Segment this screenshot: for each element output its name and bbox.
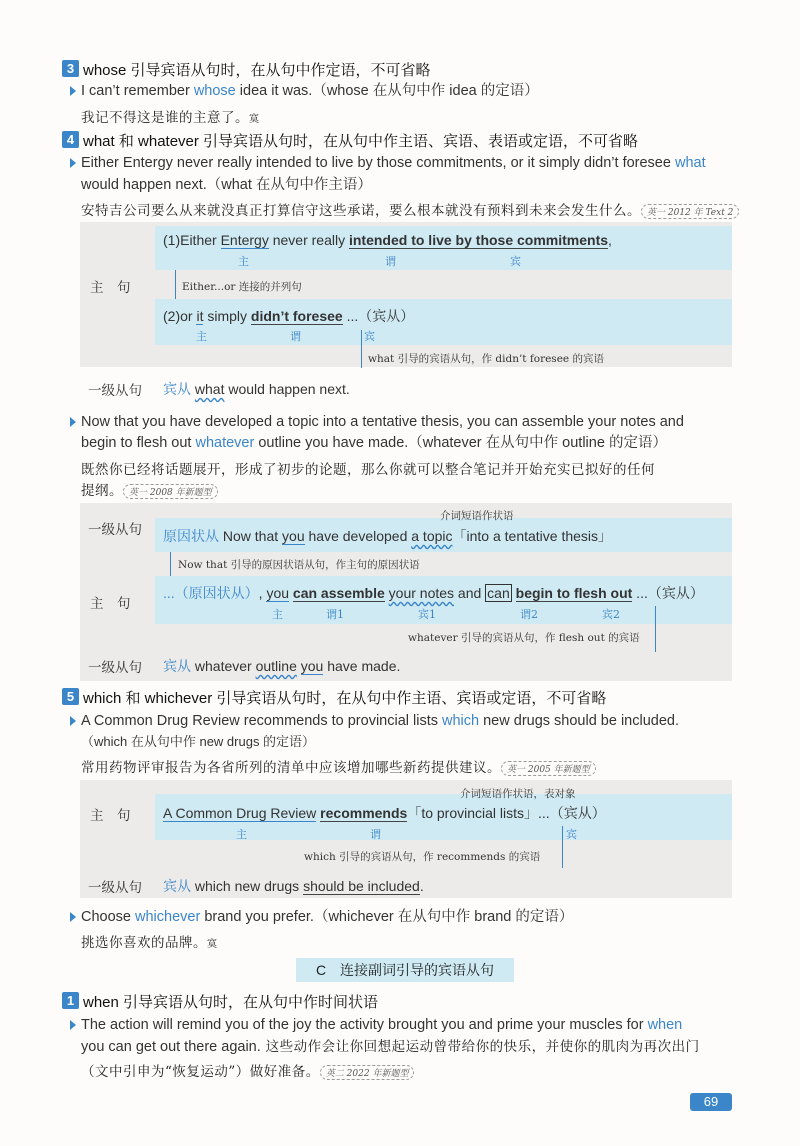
translation: 提纲。 英一 2008 年新题型 — [81, 479, 218, 499]
clause-text: 宾从 which new drugs should be included. — [163, 878, 424, 894]
item-number-badge: 1 — [62, 992, 79, 1009]
example-sentence: Now that you have developed a topic into a tentative thesis, you can assemble your notes and — [81, 414, 684, 430]
role-label: 宾 — [364, 330, 375, 343]
translation: 常用药物评审报告为各省所列的清单中应该增加哪些新药提供建议。 英一 2005 年新题型 — [81, 756, 596, 776]
section-heading: when 引导宾语从句时，在从句中作时间状语 — [83, 994, 379, 1011]
example-sentence-cont: you can get out there again. 这些动作会让你回想起运动曾带给你的快乐，并使你的肌肉为再次出门 — [81, 1039, 700, 1055]
section-heading: whose 引导宾语从句时，在从句中作定语，不可省略 — [83, 62, 431, 79]
clause-text: A Common Drug Review recommends「to provincial lists」...（宾从） — [163, 805, 606, 821]
role-label: 主 — [236, 828, 247, 841]
clause-text: 宾从 what would happen next. — [163, 381, 350, 397]
example-sentence: Either Entergy never really intended to live by those commitments, or it simply didn’t foresee what — [81, 155, 706, 171]
row-label: 主 句 — [90, 280, 131, 295]
annotation: what 引导的宾语从句，作 didn’t foresee 的宾语 — [368, 353, 604, 365]
connector-line — [175, 270, 176, 299]
connector-line — [655, 606, 656, 652]
example-sentence-cont: begin to flesh out whatever outline you have made.（whatever 在从句中作 outline 的定语） — [81, 435, 667, 451]
example-sentence-cont: would happen next.（what 在从句中作主语） — [81, 177, 372, 193]
role-label: 宾1 — [418, 608, 436, 621]
row-label: 一级从句 — [88, 880, 142, 895]
connector-line — [361, 330, 362, 368]
role-label: 宾2 — [602, 608, 620, 621]
example-sentence: I can’t remember whose idea it was.（whose 在从句中作 idea 的定语） — [81, 83, 539, 99]
clause-text: 原因状从 Now that you have developed a topic「into a tentative thesis」 — [163, 528, 613, 544]
role-label: 主 — [196, 330, 207, 343]
item-number-badge: 3 — [62, 60, 79, 77]
role-label: 宾 — [566, 828, 577, 841]
example-sentence: The action will remind you of the joy the activity brought you and prime your muscles for when — [81, 1017, 683, 1033]
translation: 安特吉公司要么从来就没真正打算信守这些承诺，要么根本就没有预料到未来会发生什么。 英一 2012 年 Text 2 — [81, 199, 739, 219]
clause-text: ...（原因状从）, you can assemble your notes and can begin to flesh out ...（宾从） — [163, 585, 704, 601]
bullet-triangle-icon — [70, 158, 76, 168]
section-heading: what 和 whatever 引导宾语从句时，在从句中作主语、宾语、表语或定语，不可省略 — [83, 133, 639, 150]
role-label: 主 — [272, 608, 283, 621]
clause-text: (2)or it simply didn’t foresee ...（宾从） — [163, 308, 415, 324]
role-label: 谓 — [290, 330, 301, 343]
annotation: Now that 引导的原因状语从句，作主句的原因状语 — [178, 559, 420, 571]
annotation: 介词短语作状语，表对象 — [460, 788, 576, 800]
role-label: 主 — [238, 255, 249, 268]
row-label: 主 句 — [90, 596, 131, 611]
annotation: 介词短语作状语 — [440, 510, 514, 522]
row-label: 一级从句 — [88, 522, 142, 537]
bullet-triangle-icon — [70, 912, 76, 922]
section-heading: which 和 whichever 引导宾语从句时，在从句中作主语、宾语或定语，不可省略 — [83, 690, 607, 707]
translation: 我记不得这是谁的主意了。寞 — [81, 110, 260, 126]
annotation: which 引导的宾语从句，作 recommends 的宾语 — [304, 851, 541, 863]
example-sentence-cont: （which 在从句中作 new drugs 的定语） — [81, 734, 316, 749]
annotation: whatever 引导的宾语从句，作 flesh out 的宾语 — [408, 632, 640, 644]
translation: 挑选你喜欢的品牌。寞 — [81, 935, 218, 951]
page-number: 69 — [690, 1093, 732, 1111]
role-label: 谓1 — [326, 608, 344, 621]
role-label: 谓2 — [520, 608, 538, 621]
connector-line — [562, 826, 563, 868]
clause-text: (1)Either Entergy never really intended to live by those commitments, — [163, 232, 612, 248]
section-banner: C 连接副词引导的宾语从句 — [296, 958, 514, 982]
example-sentence: A Common Drug Review recommends to provincial lists which new drugs should be included. — [81, 713, 680, 729]
annotation: Either...or 连接的并列句 — [182, 281, 302, 293]
clause-text: 宾从 whatever outline you have made. — [163, 658, 401, 674]
row-label: 一级从句 — [88, 660, 142, 675]
item-number-badge: 5 — [62, 688, 79, 705]
bullet-triangle-icon — [70, 86, 76, 96]
translation: （文中引申为“恢复运动”）做好准备。 英二 2022 年新题型 — [81, 1060, 414, 1080]
bullet-triangle-icon — [70, 417, 76, 427]
translation: 既然你已经将话题展开，形成了初步的论题，那么你就可以整合笔记并开始充实已拟好的任何 — [81, 462, 655, 478]
bullet-triangle-icon — [70, 1020, 76, 1030]
connector-line — [170, 552, 171, 576]
role-label: 谓 — [385, 255, 396, 268]
bullet-triangle-icon — [70, 716, 76, 726]
row-label: 主 句 — [90, 808, 131, 823]
role-label: 谓 — [370, 828, 381, 841]
item-number-badge: 4 — [62, 131, 79, 148]
role-label: 宾 — [510, 255, 521, 268]
row-label: 一级从句 — [88, 383, 142, 398]
example-sentence: Choose whichever brand you prefer.（whichever 在从句中作 brand 的定语） — [81, 909, 574, 925]
